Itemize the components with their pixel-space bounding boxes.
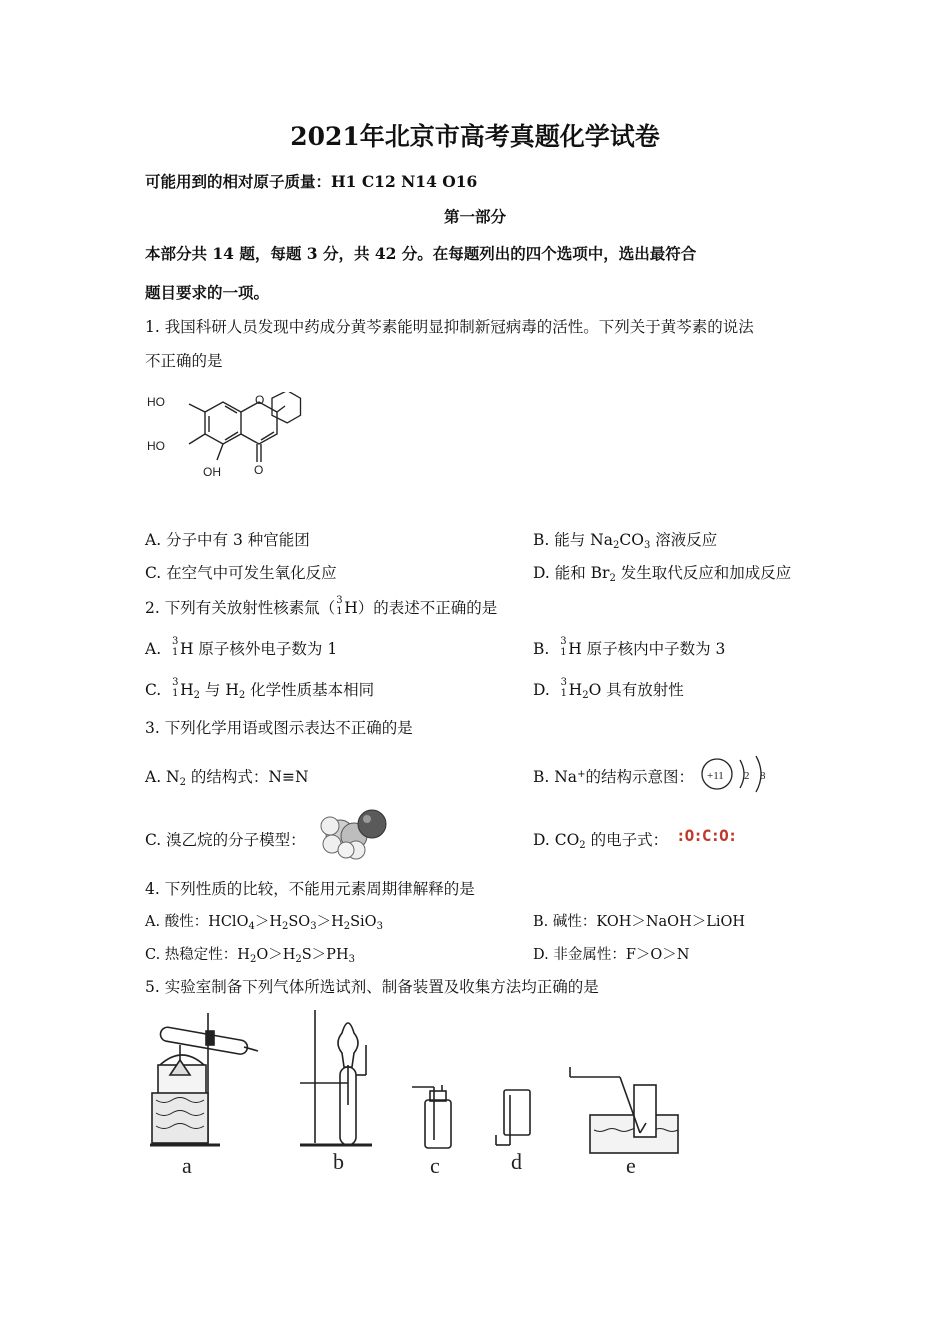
q3-option-d: D. $CO_2$ 的电子式： (533, 831, 669, 851)
q4-stem: 4. 下列性质的比较，不能用元素周期律解释的是 (145, 880, 475, 898)
apparatus-label-d: d (511, 1149, 522, 1174)
shell-2-count: 8 (760, 770, 766, 782)
q1-option-a: A. 分子中有 3 种官能团 (145, 531, 310, 549)
co2-electron-formula: :O:C:O: (676, 826, 737, 845)
baicalein-structure (145, 392, 315, 487)
shell-1-count: 2 (744, 770, 750, 782)
q3-option-c: C. 溴乙烷的分子模型： (145, 831, 306, 849)
q4-option-a: A. 酸性：$HClO_4>H_2SO_3>H_2SiO_3$ (145, 914, 383, 932)
q1-stem-line1: 1. 我国科研人员发现中药成分黄芩素能明显抑制新冠病毒的活性。下列关于黄芩素的说法 (145, 318, 754, 336)
q5-stem: 5. 实验室制备下列气体所选试剂、制备装置及收集方法均正确的是 (145, 978, 599, 996)
q2-option-d: D. 3 1 $H_2O$ 具有放射性 (533, 677, 684, 701)
q1-option-b: B. 能与 $Na_2CO_3$ 溶液反应 (533, 531, 718, 551)
structure-label-oh: OH (203, 465, 221, 479)
structure-label-ring-o: O (255, 393, 265, 407)
q3-option-a: A. $N_2$ 的结构式：N≡N (145, 768, 309, 788)
instructions-line2: 题目要求的一项。 (145, 283, 270, 302)
page-title: 2021年北京市高考真题化学试卷 (290, 122, 660, 151)
structure-label-carbonyl-o: O (254, 463, 264, 477)
apparatus-d-collector (496, 1090, 530, 1145)
apparatus-label-b: b (333, 1149, 344, 1174)
q4-option-d: D. 非金属性：F＞O＞N (533, 947, 690, 963)
instructions-line1: 本部分共 14 题，每题 3 分，共 42 分。在每题列出的四个选项中，选出最符合 (145, 244, 697, 263)
apparatus-label-a: a (182, 1153, 192, 1178)
nucleus-charge: +11 (707, 770, 724, 782)
apparatus-figure (140, 1005, 700, 1180)
q2-option-c: C. 3 1 $H_2$ 与 $H_2$ 化学性质基本相同 (145, 677, 375, 701)
q3-stem: 3. 下列化学用语或图示表达不正确的是 (145, 719, 413, 737)
structure-label-ho-mid: HO (147, 439, 165, 453)
sodium-ion-diagram (700, 754, 776, 796)
apparatus-b-funnel (300, 1010, 372, 1145)
structure-label-ho-top: HO (147, 395, 165, 409)
q1-option-c: C. 在空气中可发生氧化反应 (145, 564, 337, 582)
q2-stem: 2. 下列有关放射性核素氚（ 3 1 H）的表述不正确的是 (145, 595, 498, 617)
q4-option-c: C. 热稳定性：$H_2O>H_2S>PH_3$ (145, 947, 355, 965)
atomic-masses: 可能用到的相对原子质量：H1 C12 N14 O16 (145, 172, 478, 191)
q2-option-a: A. 3 1 H 原子核外电子数为 1 (145, 636, 338, 658)
q1-option-d: D. 能和 $Br_2$ 发生取代反应和加成反应 (533, 564, 792, 584)
apparatus-label-e: e (626, 1153, 636, 1178)
bromoethane-model (316, 806, 388, 862)
q4-option-b: B. 碱性：KOH＞NaOH＞LiOH (533, 914, 746, 930)
apparatus-e-trough (570, 1067, 678, 1153)
q2-option-b: B. 3 1 H 原子核内中子数为 3 (533, 636, 726, 658)
q3-option-b: B. Na+的结构示意图： (533, 768, 694, 786)
apparatus-a-heating (150, 1013, 258, 1145)
apparatus-c-bottle (412, 1085, 451, 1148)
q1-stem-line2: 不正确的是 (145, 352, 223, 370)
part-heading: 第一部分 (443, 207, 506, 226)
apparatus-label-c: c (430, 1153, 440, 1178)
